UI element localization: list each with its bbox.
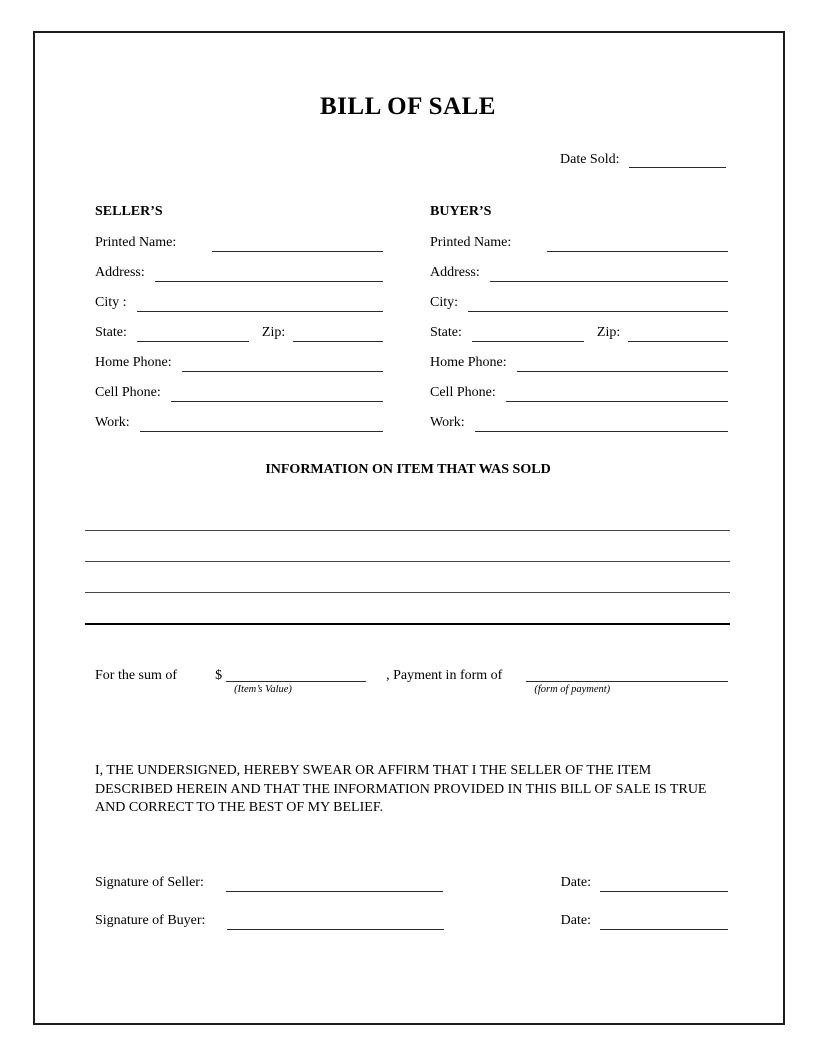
sum-prefix-label: For the sum of — [95, 668, 178, 683]
item-description-line-3[interactable] — [85, 562, 730, 593]
item-description-line-4[interactable] — [85, 593, 730, 625]
buyer-state-input[interactable] — [472, 325, 584, 342]
buyer-printed-name-row — [430, 222, 728, 252]
seller-date-input[interactable] — [600, 875, 728, 892]
seller-zip-input[interactable] — [293, 325, 383, 342]
seller-state-label: State: — [95, 325, 127, 340]
seller-cell-phone-row — [95, 372, 383, 402]
seller-home-phone-input[interactable] — [182, 355, 383, 372]
seller-zip-label: Zip: — [261, 325, 286, 340]
seller-cell-phone-input[interactable] — [171, 385, 383, 402]
seller-state-zip-row — [95, 312, 383, 342]
item-value-input[interactable] — [226, 661, 366, 682]
buyer-date-input[interactable] — [600, 913, 728, 930]
buyer-zip-input[interactable] — [628, 325, 728, 342]
item-description-line-2[interactable] — [85, 531, 730, 562]
buyer-state-label: State: — [430, 325, 462, 340]
seller-city-row — [95, 282, 383, 312]
seller-work-label: Work: — [95, 415, 130, 430]
buyer-home-phone-input[interactable] — [517, 355, 728, 372]
seller-printed-name-input[interactable] — [212, 235, 383, 252]
seller-printed-name-label: Printed Name: — [95, 235, 177, 250]
signature-section — [95, 868, 728, 930]
buyer-section — [430, 204, 728, 432]
buyer-printed-name-input[interactable] — [547, 235, 728, 252]
seller-signature-row — [95, 868, 728, 892]
date-sold-row — [560, 146, 726, 168]
seller-cell-phone-label: Cell Phone: — [95, 385, 161, 400]
buyer-cell-phone-label: Cell Phone: — [430, 385, 496, 400]
buyer-state-zip-row — [430, 312, 728, 342]
buyer-heading: BUYER’S — [430, 204, 492, 219]
buyer-city-row — [430, 282, 728, 312]
seller-address-input[interactable] — [155, 265, 383, 282]
seller-state-input[interactable] — [137, 325, 249, 342]
buyer-signature-input[interactable] — [227, 913, 444, 930]
seller-home-phone-row — [95, 342, 383, 372]
buyer-signature-label: Signature of Buyer: — [95, 913, 206, 928]
sum-row — [95, 664, 728, 700]
item-value-field — [226, 661, 366, 700]
payment-form-field — [526, 661, 728, 700]
buyer-city-label: City: — [430, 295, 459, 310]
payment-form-input[interactable] — [526, 661, 728, 682]
buyer-address-row — [430, 252, 728, 282]
item-description-area — [85, 500, 730, 625]
buyer-address-label: Address: — [430, 265, 480, 280]
payment-form-caption: (form of payment) — [534, 684, 611, 695]
buyer-cell-phone-row — [430, 372, 728, 402]
payment-form-label: , Payment in form of — [386, 668, 503, 683]
buyer-home-phone-label: Home Phone: — [430, 355, 507, 370]
date-sold-input[interactable] — [629, 151, 726, 168]
dollar-sign: $ — [215, 668, 223, 683]
buyer-date-label: Date: — [560, 913, 591, 928]
item-section-heading: INFORMATION ON ITEM THAT WAS SOLD — [265, 462, 551, 477]
seller-heading: SELLER’S — [95, 204, 163, 219]
seller-city-input[interactable] — [137, 295, 383, 312]
seller-signature-label: Signature of Seller: — [95, 875, 204, 890]
buyer-city-input[interactable] — [468, 295, 728, 312]
buyer-work-label: Work: — [430, 415, 465, 430]
buyer-printed-name-label: Printed Name: — [430, 235, 512, 250]
buyer-home-phone-row — [430, 342, 728, 372]
seller-signature-input[interactable] — [226, 875, 443, 892]
buyer-address-input[interactable] — [490, 265, 728, 282]
seller-address-label: Address: — [95, 265, 145, 280]
seller-printed-name-row — [95, 222, 383, 252]
buyer-zip-label: Zip: — [596, 325, 621, 340]
form-title: BILL OF SALE — [320, 93, 496, 120]
item-value-caption: (Item’s Value) — [234, 684, 292, 695]
seller-date-label: Date: — [560, 875, 591, 890]
seller-work-row — [95, 402, 383, 432]
buyer-cell-phone-input[interactable] — [506, 385, 728, 402]
seller-work-input[interactable] — [140, 415, 383, 432]
date-sold-label: Date Sold: — [560, 152, 620, 167]
seller-city-label: City : — [95, 295, 127, 310]
seller-address-row — [95, 252, 383, 282]
buyer-work-input[interactable] — [475, 415, 728, 432]
seller-home-phone-label: Home Phone: — [95, 355, 172, 370]
affirmation-paragraph: I, THE UNDERSIGNED, HEREBY SWEAR OR AFFIRM THAT I THE SELLER OF THE ITEM DESCRIBED HEREIN AND THAT THE INFORMATION PROVIDED IN THIS BILL OF SALE IS TRUE AND CORRECT TO THE BEST OF MY BELIEF. — [95, 763, 707, 815]
buyer-signature-row — [95, 906, 728, 930]
item-description-line-1[interactable] — [85, 500, 730, 531]
buyer-work-row — [430, 402, 728, 432]
seller-section — [95, 204, 383, 432]
